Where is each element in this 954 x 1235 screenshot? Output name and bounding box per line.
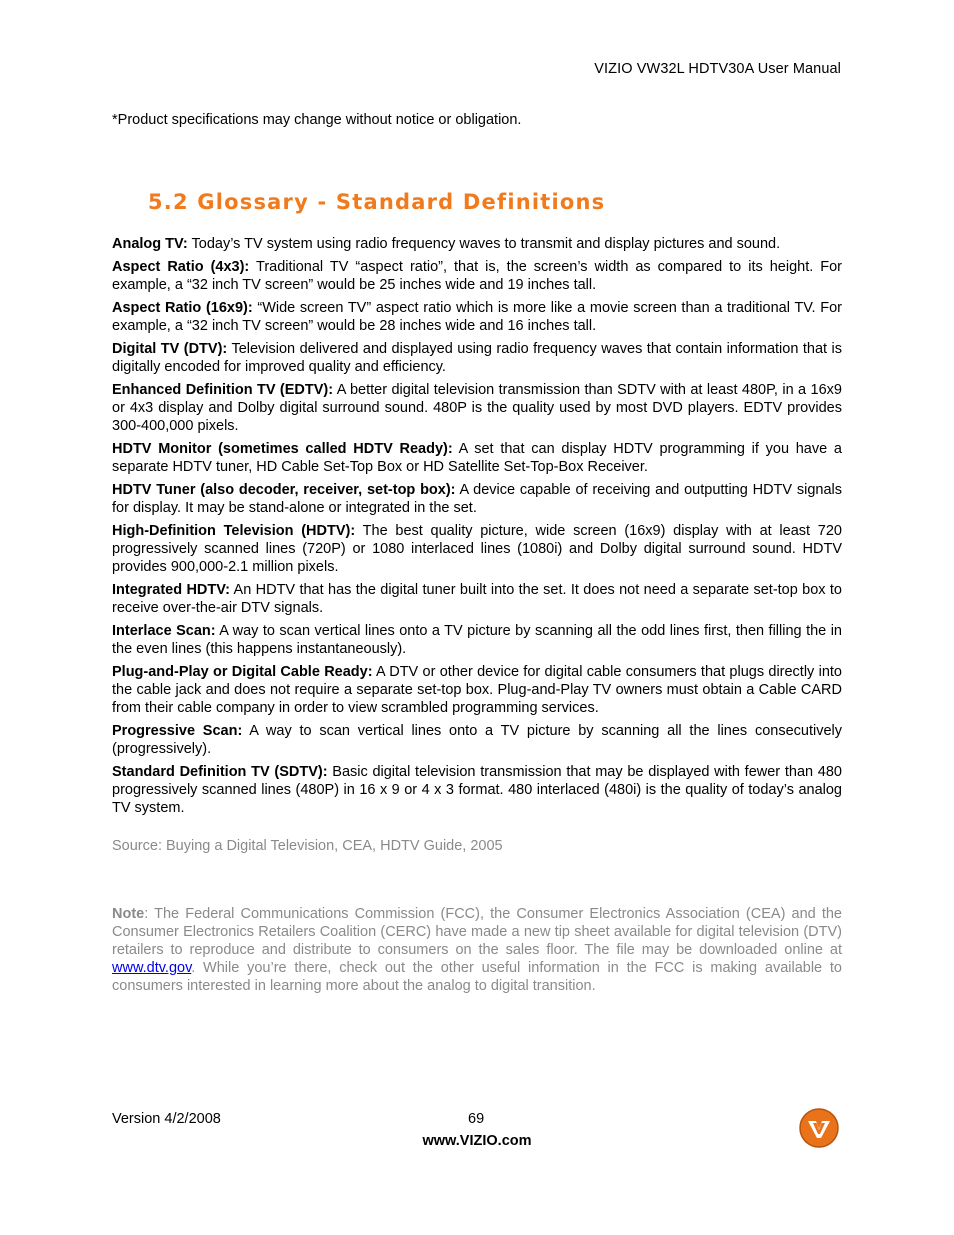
glossary-term: High-Definition Television (HDTV):: [112, 523, 356, 539]
glossary-definition: The best quality picture, wide screen (16x9) display with at least 720 progressively scanned lines (720P) or 1080 interlaced lines (1080i) and Dolby digital surround sound. HDTV provides 900,000-2.1 million pixels.: [112, 523, 843, 575]
glossary-entry-progressive-scan: [112, 722, 842, 758]
glossary-entry-aspect-4x3: [112, 258, 842, 294]
glossary-term: HDTV Monitor (sometimes called HDTV Ready):: [112, 441, 453, 457]
glossary-term: Interlace Scan:: [112, 623, 216, 639]
dtv-gov-link[interactable]: www.dtv.gov: [112, 960, 192, 976]
vizio-v-logo-icon: [799, 1108, 839, 1148]
glossary-term: Analog TV:: [112, 236, 188, 252]
glossary-term: Enhanced Definition TV (EDTV):: [112, 382, 334, 398]
glossary-definition: A better digital television transmission than SDTV with at least 480P, in a 16x9 or 4x3 display and Dolby digital surround sound. 480P is the quality used by most DVD players. EDTV provides 300-400,000 pixels.: [112, 382, 842, 434]
glossary-entry-integrated-hdtv: [112, 581, 842, 617]
page-number: 69: [468, 1111, 485, 1127]
glossary-entry-digital-tv: [112, 340, 842, 376]
note-paragraph: [112, 905, 842, 995]
glossary-term: HDTV Tuner (also decoder, receiver, set-top box):: [112, 482, 456, 498]
glossary-definition: An HDTV that has the digital tuner built into the set. It does not need a separate set-top box to receive over-the-air DTV signals.: [112, 582, 842, 616]
note-label: Note: [112, 906, 145, 922]
section-heading: 5.2 Glossary - Standard Definitions: [148, 190, 606, 214]
glossary-entry-edtv: [112, 381, 842, 435]
glossary-term: Aspect Ratio (16x9):: [112, 300, 253, 316]
glossary-entry-hdtv-tuner: [112, 481, 842, 517]
footer-version: Version 4/2/2008: [112, 1111, 221, 1127]
footer-url: www.VIZIO.com: [422, 1133, 532, 1149]
glossary-definition: A set that can display HDTV programming if you have a separate HDTV tuner, HD Cable Set-Top Box or HD Satellite Set-Top-Box Receiver.: [112, 441, 842, 475]
glossary-entry-plug-and-play: [112, 663, 842, 717]
glossary-entry-sdtv: [112, 763, 842, 817]
note-text-before: : The Federal Communications Commission (FCC), the Consumer Electronics Association (CEA) and the Consumer Electronics Retailers Coalition (CERC) have made a new tip sheet available for digital television (DTV) retailers to reproduce and distribute to consumers on the sales floor. The file may be downloaded online at: [112, 906, 842, 958]
glossary-term: Standard Definition TV (SDTV):: [112, 764, 328, 780]
glossary-definition: Basic digital television transmission that may be displayed with fewer than 480 progressively scanned lines (480P) in 16 x 9 or 4 x 3 format. 480 interlaced (480i) is the quality of today’s analog TV system.: [112, 764, 842, 816]
glossary-definition: Television delivered and displayed using radio frequency waves that contain information that is digitally encoded for improved quality and efficiency.: [112, 341, 842, 375]
note-text-after: . While you’re there, check out the other useful information in the FCC is making available to consumers interested in learning more about the analog to digital transition.: [112, 960, 842, 994]
glossary-definition: A way to scan vertical lines onto a TV picture by scanning all the lines consecutively (progressively).: [112, 723, 842, 757]
glossary-definition: Traditional TV “aspect ratio”, that is, the screen’s width as compared to its height. For example, a “32 inch TV screen” would be 25 inches wide and 19 inches tall.: [112, 259, 842, 293]
glossary-definition: “Wide screen TV” aspect ratio which is more like a movie screen than a traditional TV. For example, a “32 inch TV screen” would be 28 inches wide and 16 inches tall.: [112, 300, 842, 334]
glossary-entry-hdtv: [112, 522, 842, 576]
glossary-entry-hdtv-monitor: [112, 440, 842, 476]
glossary-entry-aspect-16x9: [112, 299, 842, 335]
glossary-term: Progressive Scan:: [112, 723, 243, 739]
glossary-list: [112, 235, 842, 822]
spec-disclaimer: *Product specifications may change without notice or obligation.: [112, 112, 522, 128]
glossary-term: Integrated HDTV:: [112, 582, 230, 598]
glossary-entry-interlace-scan: [112, 622, 842, 658]
glossary-term: Plug-and-Play or Digital Cable Ready:: [112, 664, 373, 680]
glossary-definition: A way to scan vertical lines onto a TV picture by scanning all the odd lines first, then filling the in the even lines (this happens instantaneously).: [112, 623, 842, 657]
header-title: VIZIO VW32L HDTV30A User Manual: [594, 61, 841, 77]
glossary-definition: A device capable of receiving and outputting HDTV signals for display. It may be stand-alone or integrated in the set.: [112, 482, 842, 516]
glossary-definition: A DTV or other device for digital cable consumers that plugs directly into the cable jack and does not require a separate set-top box. Plug-and-Play TV owners must obtain a Cable CARD from their cable company in order to view scrambled programming services.: [112, 664, 842, 716]
glossary-term: Digital TV (DTV):: [112, 341, 228, 357]
glossary-definition: Today’s TV system using radio frequency waves to transmit and display pictures and sound.: [187, 236, 781, 252]
source-citation: Source: Buying a Digital Television, CEA, HDTV Guide, 2005: [112, 838, 503, 854]
glossary-term: Aspect Ratio (4x3):: [112, 259, 250, 275]
glossary-entry-analog-tv: [112, 235, 842, 253]
